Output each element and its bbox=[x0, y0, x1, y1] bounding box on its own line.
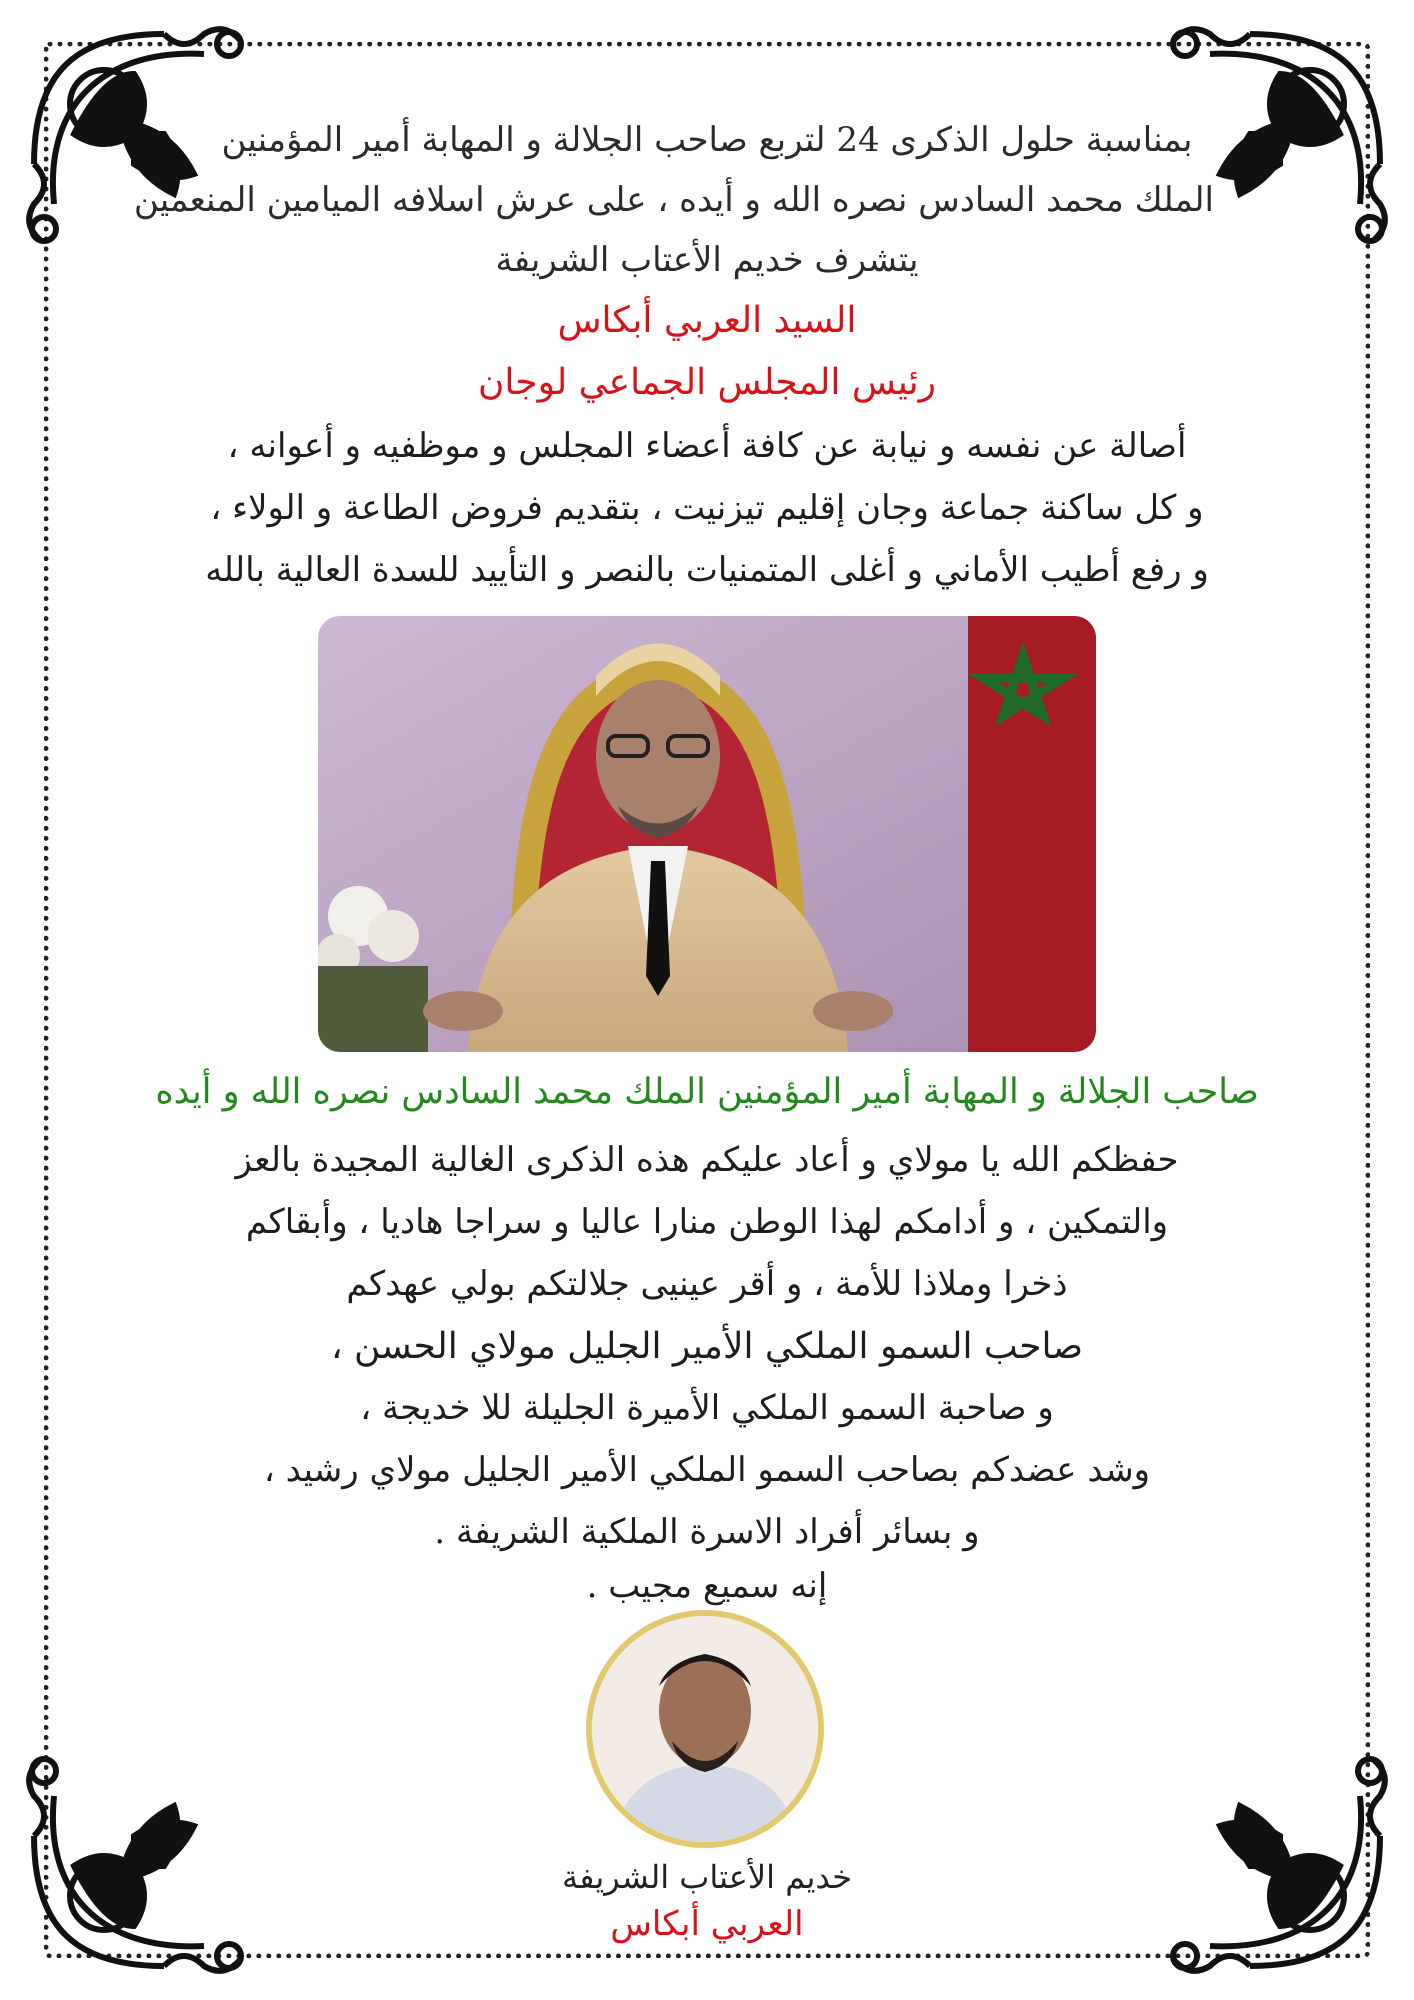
prayer-line-2: والتمكين ، و أدامكم لهذا الوطن منارا عاليا و سراجا هاديا ، وأبقاكم bbox=[245, 1202, 1169, 1242]
message-line-3: و رفع أطيب الأماني و أغلى المتمنيات بالنصر و التأييد للسدة العالية بالله bbox=[205, 550, 1209, 590]
message-line-2: و كل ساكنة جماعة وجان إقليم تيزنيت ، بتقديم فروض الطاعة و الولاء ، bbox=[210, 488, 1204, 528]
king-photo bbox=[318, 616, 1096, 1052]
prayer-line-8: إنه سميع مجيب . bbox=[586, 1566, 828, 1606]
signature-title: خديم الأعتاب الشريفة bbox=[562, 1858, 852, 1896]
prayer-line-5: و صاحبة السمو الملكي الأميرة الجليلة للا خديجة ، bbox=[360, 1388, 1054, 1428]
king-caption: صاحب الجلالة و المهابة أمير المؤمنين الملك محمد السادس نصره الله و أيده bbox=[155, 1072, 1259, 1112]
prayer-line-3: ذخرا وملاذا للأمة ، و أقر عينيى جلالتكم بولي عهدكم bbox=[346, 1264, 1068, 1304]
sender-portrait bbox=[586, 1610, 824, 1848]
prayer-line-7: و بسائر أفراد الاسرة الملكية الشريفة . bbox=[434, 1512, 980, 1552]
sender-name: السيد العربي أبكاس bbox=[557, 300, 857, 341]
intro-line-3: يتشرف خديم الأعتاب الشريفة bbox=[495, 240, 919, 280]
prayer-line-6: وشد عضدكم بصاحب السمو الملكي الأمير الجليل مولاي رشيد ، bbox=[263, 1450, 1151, 1490]
sender-role: رئيس المجلس الجماعي لوجان bbox=[477, 362, 937, 403]
prayer-line-4: صاحب السمو الملكي الأمير الجليل مولاي الحسن ، bbox=[330, 1326, 1084, 1367]
message-line-1: أصالة عن نفسه و نيابة عن كافة أعضاء المجلس و موظفيه و أعوانه ، bbox=[227, 426, 1187, 466]
prayer-line-1: حفظكم الله يا مولاي و أعاد عليكم هذه الذكرى الغالية المجيدة بالعز bbox=[235, 1140, 1179, 1180]
intro-line-2: الملك محمد السادس نصره الله و أيده ، على عرش اسلافه الميامين المنعمين bbox=[133, 180, 1214, 220]
intro-line-1: بمناسبة حلول الذكرى 24 لتربع صاحب الجلالة و المهابة أمير المؤمنين bbox=[221, 120, 1193, 160]
signature-name: العربي أبكاس bbox=[610, 1904, 804, 1944]
